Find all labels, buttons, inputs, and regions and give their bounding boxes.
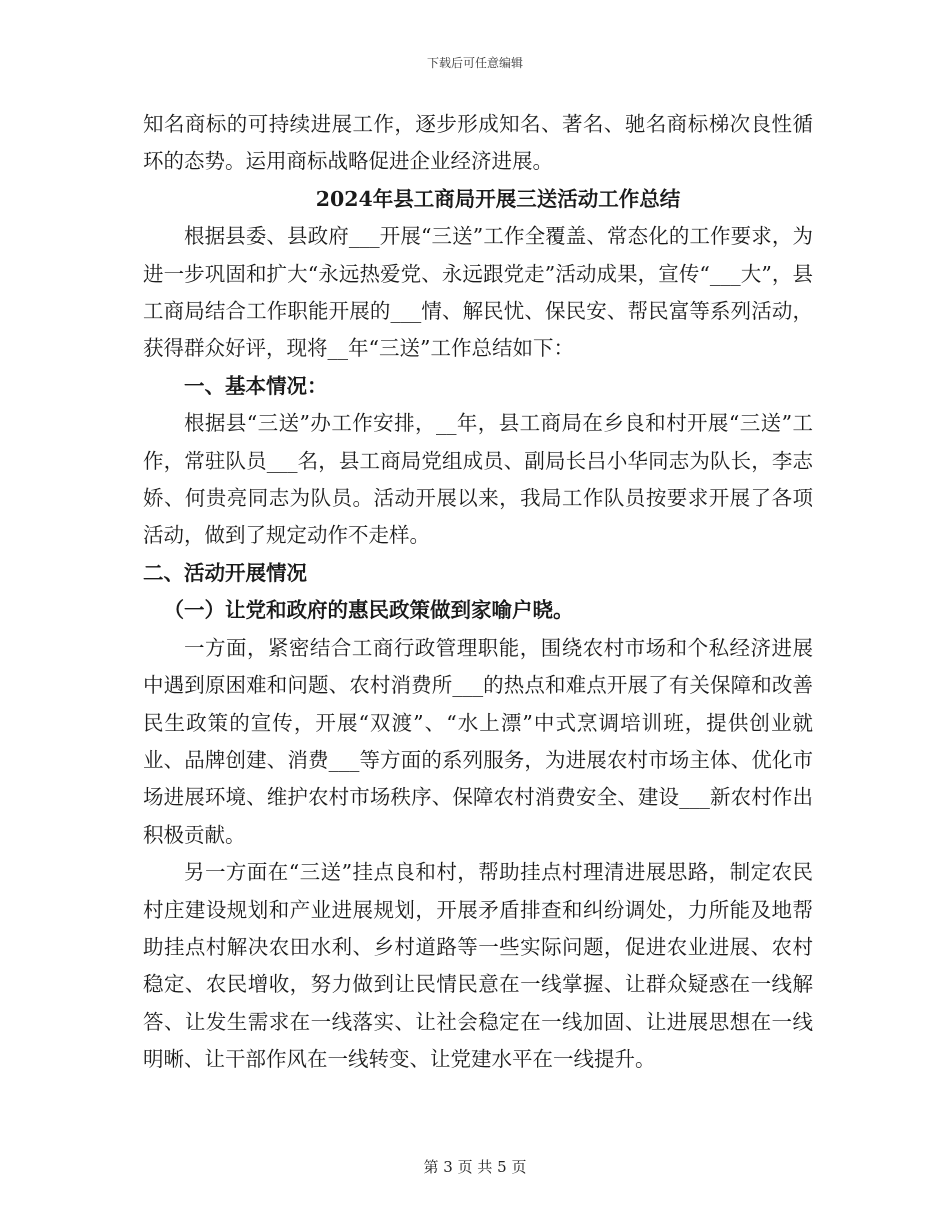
section-heading-1: 一、基本情况： xyxy=(184,373,328,398)
document-title: 2024年县工商局开展三送活动工作总结 xyxy=(315,186,681,211)
paragraph-3: 一方面，紧密结合工商行政管理职能，围绕农村市场和个私经济进展中遇到原困难和问题、农村消费所___的热点和难点开展了有关保障和改善民生政策的宣传，开展“双渡”、“水上漂”中式烹调培训班，提供创业就业、品牌创建、消费___等方面的系列服务，为进展农村市场主体、优化市场进展环境、维护农村市场秩序、保障农村消费安全、建设___新农村作出积极贡献。 xyxy=(143,635,813,847)
subsection-heading-1: （一）让党和政府的惠民政策做到家喻户晓。 xyxy=(163,598,574,623)
document-body xyxy=(143,106,813,1079)
intro-paragraph: 知名商标的可持续进展工作，逐步形成知名、著名、驰名商标梯次良性循环的态势。运用商标战略促进企业经济进展。 xyxy=(143,112,813,174)
page-number: 第 3 页 共 5 页 xyxy=(423,1158,527,1176)
paragraph-4: 另一方面在“三送”挂点良和村，帮助挂点村理清进展思路，制定农民村庄建设规划和产业进展规划，开展矛盾排查和纠纷调处，力所能及地帮助挂点村解决农田水利、乡村道路等一些实际问题，促进农业进展、农村稳定、农民增收，努力做到让民情民意在一线掌握、让群众疑惑在一线解答、让发生需求在一线落实、让社会稳定在一线加固、让进展思想在一线明晰、让干部作风在一线转变、让党建水平在一线提升。 xyxy=(143,860,813,1072)
section-heading-2: 二、活动开展情况 xyxy=(143,560,307,585)
paragraph-2: 根据县“三送”办工作安排，__年，县工商局在乡良和村开展“三送”工作，常驻队员___名，县工商局党组成员、副局长吕小华同志为队长，李志娇、何贵亮同志为队员。活动开展以来，我局工作队员按要求开展了各项活动，做到了规定动作不走样。 xyxy=(143,411,813,548)
page-header: 下载后可任意编辑 xyxy=(426,56,523,70)
paragraph-1: 根据县委、县政府___开展“三送”工作全覆盖、常态化的工作要求，为进一步巩固和扩大“永远热爱党、永远跟党走”活动成果，宣传“___大”，县工商局结合工作职能开展的___情、解民忧、保民安、帮民富等系列活动，获得群众好评，现将__年“三送”工作总结如下： xyxy=(143,224,813,361)
